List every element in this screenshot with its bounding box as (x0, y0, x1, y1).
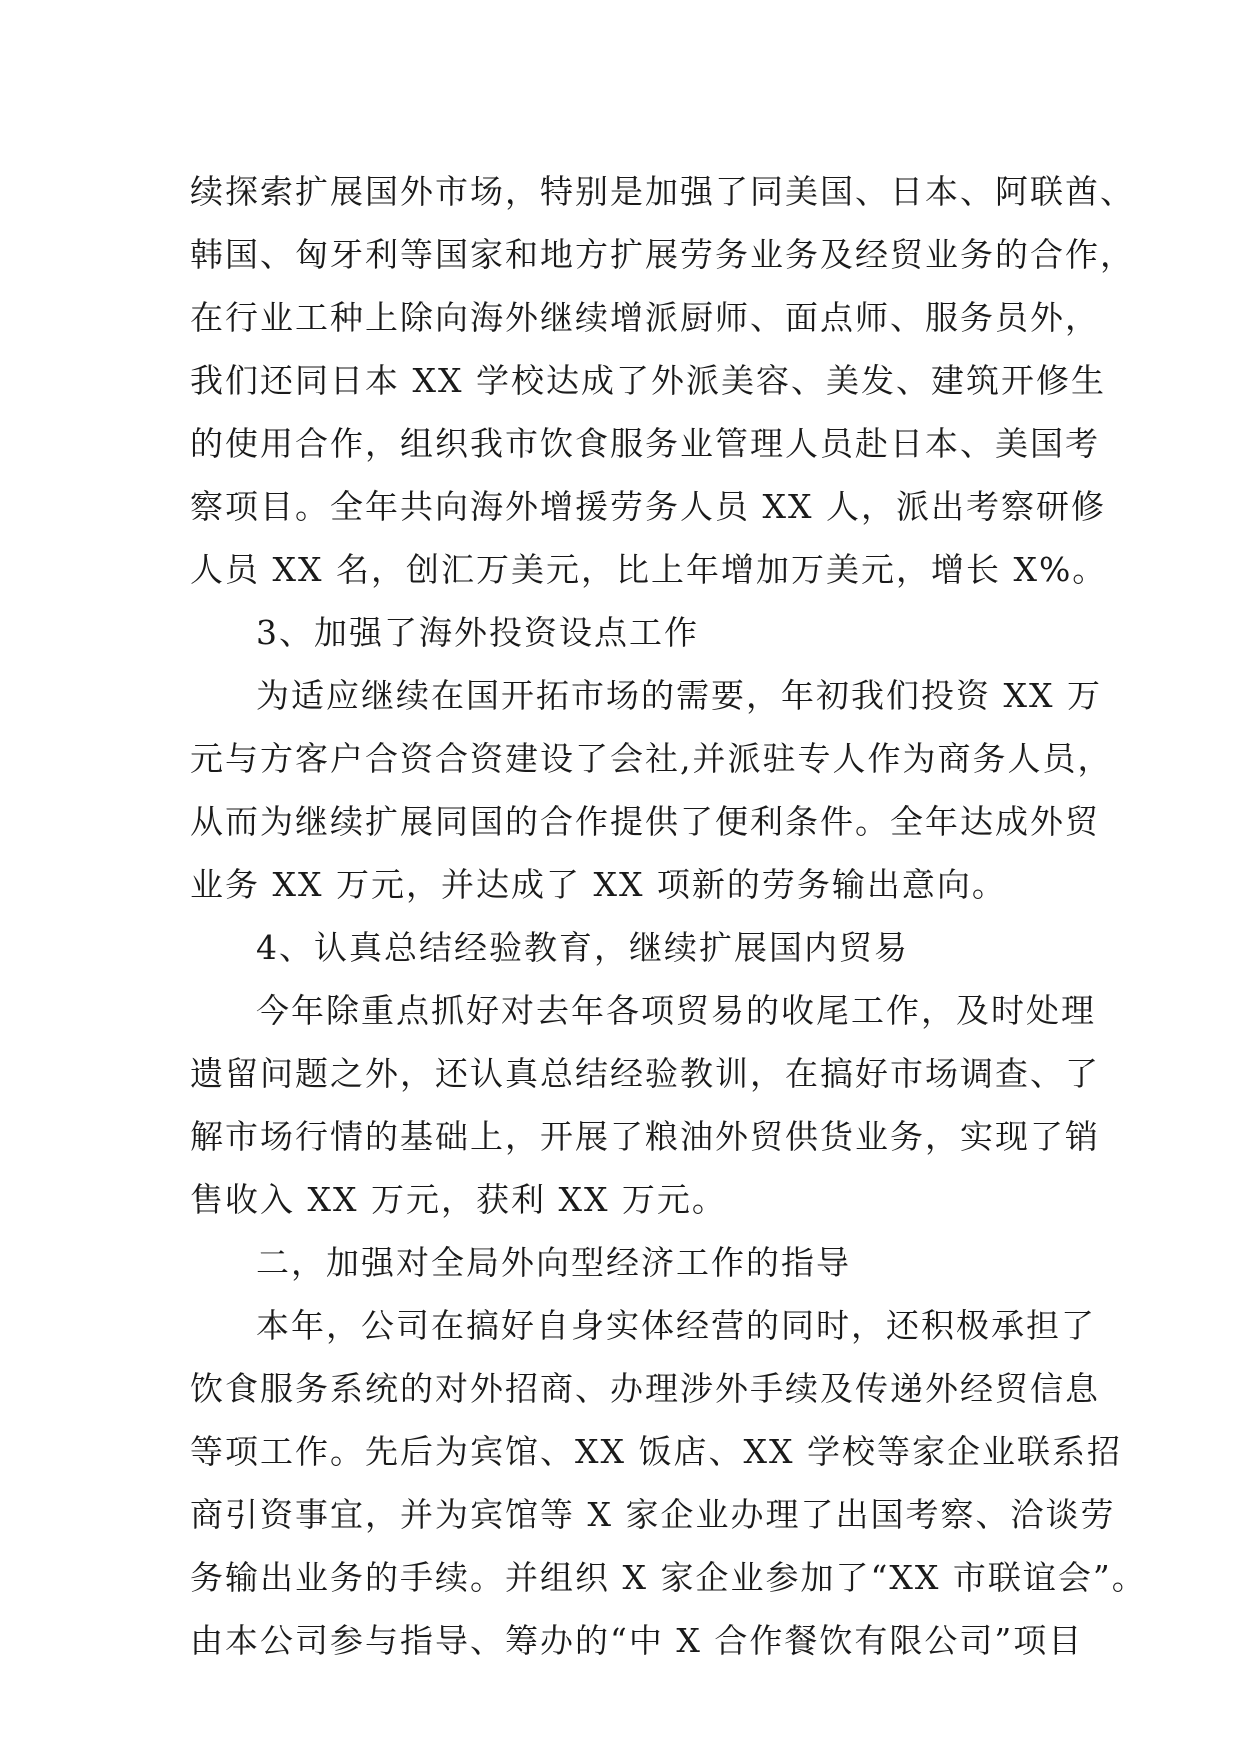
text-line: 饮食服务系统的对外招商、办理涉外手续及传递外经贸信息 (190, 1369, 1100, 1408)
text-line: 务输出业务的手续。并组织 X 家企业参加了“XX 市联谊会”。 (190, 1558, 1147, 1597)
text-line: 本年，公司在搞好自身实体经营的同时，还积极承担了 (256, 1306, 1096, 1345)
text-line: 由本公司参与指导、筹办的“中 X 合作餐饮有限公司”项目 (190, 1621, 1084, 1660)
text-line: 察项目。全年共向海外增援劳务人员 XX 人，派出考察研修 (190, 487, 1106, 526)
text-line: 3、加强了海外投资设点工作 (256, 613, 699, 652)
text-line: 韩国、匈牙利等国家和地方扩展劳务业务及经贸业务的合作， (190, 235, 1135, 274)
text-line: 4、认真总结经验教育，继续扩展国内贸易 (256, 928, 909, 967)
document-body (190, 160, 1147, 1672)
text-line: 遗留问题之外，还认真总结经验教训，在搞好市场调查、了 (190, 1054, 1100, 1093)
text-line: 今年除重点抓好对去年各项贸易的收尾工作，及时处理 (256, 991, 1096, 1030)
text-line: 业务 XX 万元，并达成了 XX 项新的劳务输出意向。 (190, 865, 1007, 904)
text-line: 我们还同日本 XX 学校达成了外派美容、美发、建筑开修生 (190, 361, 1106, 400)
text-line: 商引资事宜，并为宾馆等 X 家企业办理了出国考察、洽谈劳 (190, 1495, 1116, 1534)
text-line: 从而为继续扩展同国的合作提供了便利条件。全年达成外贸 (190, 802, 1100, 841)
text-line: 二，加强对全局外向型经济工作的指导 (256, 1243, 851, 1282)
text-line: 续探索扩展国外市场，特别是加强了同美国、日本、阿联酋、 (190, 172, 1135, 211)
text-line: 为适应继续在国开拓市场的需要，年初我们投资 XX 万 (256, 676, 1102, 715)
text-line: 元与方客户合资合资建设了会社,并派驻专人作为商务人员， (190, 739, 1113, 778)
text-line: 的使用合作，组织我市饮食服务业管理人员赴日本、美国考 (190, 424, 1100, 463)
text-line: 人员 XX 名，创汇万美元，比上年增加万美元，增长 X%。 (190, 550, 1108, 589)
text-line: 在行业工种上除向海外继续增派厨师、面点师、服务员外， (190, 298, 1100, 337)
text-line: 等项工作。先后为宾馆、XX 饭店、XX 学校等家企业联系招 (190, 1432, 1122, 1471)
text-line: 解市场行情的基础上，开展了粮油外贸供货业务，实现了销 (190, 1117, 1100, 1156)
text-line: 售收入 XX 万元，获利 XX 万元。 (190, 1180, 727, 1219)
